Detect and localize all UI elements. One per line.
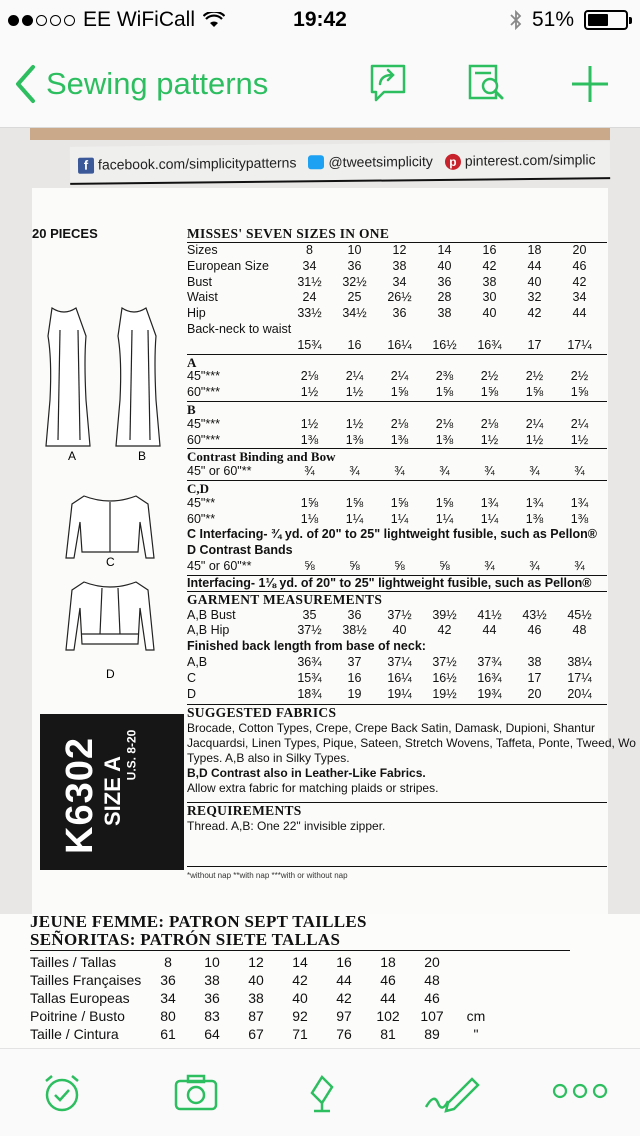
bottom-toolbar: [0, 1048, 640, 1136]
cell-value: ¾: [529, 464, 540, 479]
row-label: 45"***: [187, 369, 220, 384]
cell-value: 15¾: [297, 670, 322, 685]
cell-value: 2⅛: [480, 416, 499, 431]
cell-value: 24: [302, 290, 317, 305]
cell-value: 34: [572, 290, 587, 305]
cell-value: 2¼: [570, 416, 589, 431]
pattern-tag: [40, 714, 184, 870]
cell-value: ¾: [439, 464, 450, 479]
size-rows: [187, 243, 607, 322]
cell-value: 38: [248, 990, 264, 1006]
view-d-label: D: [106, 667, 115, 681]
yardage-row: [187, 369, 607, 385]
size-row: [187, 243, 607, 259]
cell-value: 1½: [570, 432, 589, 447]
cell-value: ¾: [484, 464, 495, 479]
suggested-line: Jacquardsi, Linen Types, Pique, Sateen, Stretch Wovens, Taffeta, Ponte, Tweed, Wo: [187, 736, 636, 751]
suggested-title: SUGGESTED FABRICS: [187, 704, 607, 721]
garment-row: [187, 608, 607, 624]
cell-value: 36: [347, 607, 362, 622]
cell-value: 1½: [300, 385, 319, 400]
cell-value: ¾: [484, 558, 495, 573]
cell-value: 87: [248, 1008, 264, 1024]
cell-value: 28: [437, 290, 452, 305]
unit-label: [454, 990, 498, 1006]
carrier-name: EE WiFiCall: [83, 8, 196, 31]
cell-value: ⅝: [394, 558, 405, 573]
cell-value: 16¾: [477, 337, 502, 352]
cell-value: 1½: [480, 432, 499, 447]
size-row: [187, 259, 607, 275]
cell-value: 37¾: [477, 654, 502, 669]
camera-icon[interactable]: [174, 1073, 218, 1113]
cell-value: 2¼: [345, 369, 364, 384]
handwriting-icon[interactable]: [424, 1073, 480, 1115]
cell-value: 2¼: [525, 416, 544, 431]
cell-value: 34: [392, 274, 407, 289]
yardage-row: [187, 512, 607, 528]
back-length-row: [187, 655, 607, 671]
back-neck-label: Back-neck to waist: [187, 321, 292, 336]
row-label: Poitrine / Busto: [30, 1008, 125, 1024]
cell-value: 33½: [297, 306, 322, 321]
cell-value: 44: [380, 990, 396, 1006]
cell-value: 1⅝: [435, 495, 454, 510]
back-neck-row: [187, 322, 607, 338]
unit-label: [454, 954, 498, 970]
row-label: D: [187, 686, 197, 701]
translated-size-chart: [0, 914, 640, 1048]
cell-value: 38¼: [567, 654, 592, 669]
battery-icon: [584, 10, 628, 30]
pinterest-icon: p: [445, 153, 461, 169]
facebook-icon: f: [78, 157, 94, 173]
cell-value: 42: [572, 274, 587, 289]
translated-row: [30, 1008, 498, 1024]
cell-value: 1⅜: [570, 511, 589, 526]
cell-value: 1⅜: [390, 432, 409, 447]
cell-value: 45½: [567, 607, 592, 622]
row-label: Tailles / Tallas: [30, 954, 117, 970]
row-label: Waist: [187, 290, 218, 305]
cell-value: 42: [292, 972, 308, 988]
cell-value: 16¾: [477, 670, 502, 685]
cell-value: 15¾: [297, 337, 322, 352]
cell-value: 31½: [297, 274, 322, 289]
contrast-binding-rows: [187, 464, 607, 480]
cell-value: 20: [572, 243, 587, 257]
cell-value: 46: [527, 623, 542, 638]
cell-value: 80: [160, 1008, 176, 1024]
cell-value: 34½: [342, 306, 367, 321]
cell-value: 17: [527, 337, 542, 352]
cell-value: 36: [347, 258, 362, 273]
translated-row: [30, 1026, 498, 1042]
back-button[interactable]: [14, 64, 268, 104]
cell-value: ⅝: [439, 558, 450, 573]
cell-value: 1¼: [480, 511, 499, 526]
cell-value: 18¾: [297, 686, 322, 701]
cell-value: 102: [376, 1008, 400, 1024]
photo-edge-top: [30, 128, 610, 140]
cell-value: 20¼: [567, 686, 592, 701]
back-label: Sewing patterns: [46, 66, 269, 101]
more-options-icon[interactable]: [552, 1083, 608, 1099]
cell-value: 26½: [387, 290, 412, 305]
cell-value: 1½: [345, 385, 364, 400]
cell-value: 16½: [432, 337, 457, 352]
requirements-title: REQUIREMENTS: [187, 802, 607, 819]
cell-value: 2½: [525, 369, 544, 384]
cell-value: 40: [437, 258, 452, 273]
row-label: 60"**: [187, 511, 216, 526]
cell-value: 40: [392, 623, 407, 638]
cell-value: 1⅝: [300, 495, 319, 510]
cell-value: 44: [336, 972, 352, 988]
size-row: [187, 290, 607, 306]
cell-value: 38½: [342, 623, 367, 638]
size-label: SIZE A: [100, 755, 126, 827]
cell-value: 97: [336, 1008, 352, 1024]
row-label: Bust: [187, 274, 213, 289]
cell-value: 1¾: [480, 495, 499, 510]
cell-value: ¾: [529, 558, 540, 573]
cell-value: 83: [204, 1008, 220, 1024]
cell-value: 67: [248, 1026, 264, 1042]
cell-value: ¾: [574, 558, 585, 573]
cell-value: 46: [572, 258, 587, 273]
cell-value: 1⅝: [480, 385, 499, 400]
cell-value: 48: [572, 623, 587, 638]
cell-value: 34: [302, 258, 317, 273]
cell-value: 10: [347, 243, 362, 257]
cell-value: 38: [527, 654, 542, 669]
row-label: 45"***: [187, 416, 220, 431]
cell-value: 36: [392, 306, 407, 321]
cell-value: 1⅝: [570, 385, 589, 400]
cell-value: 1⅜: [525, 511, 544, 526]
cell-value: 1½: [345, 416, 364, 431]
cell-value: 16¼: [387, 670, 412, 685]
cell-value: 32: [527, 290, 542, 305]
yardage-row: [187, 385, 607, 401]
suggested-line: B,D Contrast also in Leather-Like Fabrics.: [187, 766, 426, 781]
cell-value: 44: [527, 258, 542, 273]
translated-row: [30, 954, 498, 970]
cell-value: ¾: [349, 464, 360, 479]
cell-value: 36: [204, 990, 220, 1006]
view-cd-rows: [187, 496, 607, 528]
dress-b-illustration: [116, 308, 160, 446]
cell-value: 36: [437, 274, 452, 289]
dress-a-illustration: [46, 308, 90, 446]
c-interfacing-note: C Interfacing- ¾ yd. of 20" to 25" lightweight fusible, such as Pellon®: [187, 527, 598, 542]
pattern-code: K6302: [58, 737, 101, 854]
row-label: Tallas Europeas: [30, 990, 130, 1006]
cell-value: 1⅜: [300, 432, 319, 447]
row-label: Tailles Françaises: [30, 972, 142, 988]
garment-row: [187, 623, 607, 639]
row-label: Sizes: [187, 243, 218, 257]
translated-row: [30, 972, 498, 988]
row-label: 45" or 60"**: [187, 464, 252, 479]
cell-value: 40: [482, 306, 497, 321]
cell-value: 37½: [387, 607, 412, 622]
size-chart: [187, 226, 636, 881]
cell-value: 30: [482, 290, 497, 305]
cell-value: 35: [302, 607, 317, 622]
cell-value: 81: [380, 1026, 396, 1042]
cell-value: 14: [292, 954, 308, 970]
row-label: Taille / Cintura: [30, 1026, 119, 1042]
cell-value: 36: [160, 972, 176, 988]
translated-row: [30, 990, 498, 1006]
suggested-line: Brocade, Cotton Types, Crepe, Crepe Back Satin, Damask, Dupioni, Shantur: [187, 721, 595, 736]
cell-value: 19¾: [477, 686, 502, 701]
cell-value: 17¼: [567, 670, 592, 685]
share-icon[interactable]: [368, 62, 408, 106]
cell-value: 1¼: [390, 511, 409, 526]
back-length-row: [187, 671, 607, 687]
cell-value: ¾: [394, 464, 405, 479]
cell-value: 89: [424, 1026, 440, 1042]
battery-percent: 51%: [531, 8, 574, 31]
row-label: A,B Hip: [187, 623, 230, 638]
navigation-bar: [0, 40, 640, 128]
cell-value: 18: [380, 954, 396, 970]
yardage-row: [187, 433, 607, 449]
row-label: Hip: [187, 306, 206, 321]
yardage-row: [187, 496, 607, 512]
view-cd-section-title: C,D: [187, 480, 607, 496]
twitter-icon: [308, 155, 324, 169]
jacket-d-illustration: [66, 582, 154, 650]
cell-value: 42: [527, 306, 542, 321]
yardage-row: [187, 464, 607, 480]
cell-value: 2⅛: [435, 416, 454, 431]
jacket-c-illustration: [66, 496, 154, 558]
view-a-section-title: A: [187, 354, 607, 370]
cell-value: 1¾: [570, 495, 589, 510]
cell-value: 41½: [477, 607, 502, 622]
row-label: A,B: [187, 654, 208, 669]
cell-value: 46: [424, 990, 440, 1006]
yardage-row: [187, 559, 607, 575]
cell-value: 8: [164, 954, 172, 970]
row-label: 60"***: [187, 432, 220, 447]
cell-value: 107: [420, 1008, 444, 1024]
cell-value: 1⅛: [300, 511, 319, 526]
row-label: A,B Bust: [187, 607, 236, 622]
garment-rows: [187, 608, 607, 640]
d-contrast-rows: [187, 559, 607, 575]
back-neck-values: [187, 338, 607, 354]
reminder-alarm-icon[interactable]: [42, 1073, 82, 1115]
cell-value: ⅝: [304, 558, 315, 573]
cell-value: 76: [336, 1026, 352, 1042]
search-note-icon[interactable]: [466, 62, 506, 106]
garment-illustrations: [40, 300, 190, 700]
status-bar: [0, 0, 640, 40]
cell-value: 61: [160, 1026, 176, 1042]
view-b-section-title: B: [187, 401, 607, 417]
cell-value: 16: [347, 337, 362, 352]
view-a-rows: [187, 369, 607, 401]
cell-value: ¾: [574, 464, 585, 479]
back-length-title: Finished back length from base of neck:: [187, 639, 426, 654]
cell-value: 1⅜: [345, 432, 364, 447]
cell-value: 19: [347, 686, 362, 701]
cell-value: 25: [347, 290, 362, 305]
d-contrast-title: D Contrast Bands: [187, 543, 293, 558]
cell-value: 16: [347, 670, 362, 685]
cell-value: 48: [424, 972, 440, 988]
cell-value: 10: [204, 954, 220, 970]
cell-value: 2¼: [390, 369, 409, 384]
cell-value: 40: [527, 274, 542, 289]
cell-value: 14: [437, 243, 452, 257]
cell-value: 1⅜: [435, 432, 454, 447]
spanish-title: SEÑORITAS: PATRÓN SIETE TALLAS: [30, 930, 570, 951]
cell-value: 42: [336, 990, 352, 1006]
back-neck-value-row: [187, 338, 607, 354]
cell-value: 1¾: [525, 495, 544, 510]
cell-value: 40: [292, 990, 308, 1006]
contrast-binding-title: Contrast Binding and Bow: [187, 448, 607, 464]
cell-value: 37¼: [387, 654, 412, 669]
footnote: *without nap **with nap ***with or without nap: [187, 866, 607, 880]
cell-value: 64: [204, 1026, 220, 1042]
requirements-text: Thread. A,B: One 22" invisible zipper.: [187, 819, 386, 834]
cell-value: 2⅛: [300, 369, 319, 384]
row-label: [187, 338, 287, 354]
view-c-label: C: [106, 555, 115, 569]
cell-value: 39½: [432, 607, 457, 622]
cell-value: 40: [248, 972, 264, 988]
cell-value: 1⅝: [435, 385, 454, 400]
cell-value: 1⅝: [525, 385, 544, 400]
cell-value: 16½: [432, 670, 457, 685]
cell-value: 1⅝: [345, 495, 364, 510]
cell-value: 8: [306, 243, 313, 257]
add-icon[interactable]: [570, 62, 610, 106]
pinterest-handle: pinterest.com/simplic: [464, 150, 596, 169]
cell-value: 2⅛: [390, 416, 409, 431]
cell-value: 71: [292, 1026, 308, 1042]
cell-value: 12: [392, 243, 407, 257]
cell-value: 17: [527, 670, 542, 685]
suggested-line: Allow extra fabric for matching plaids or stripes.: [187, 781, 439, 796]
cell-value: 38: [204, 972, 220, 988]
cell-value: 37½: [432, 654, 457, 669]
cell-value: 38: [437, 306, 452, 321]
interfacing-note: Interfacing- 1⅛ yd. of 20" to 25" lightweight fusible, such as Pellon®: [187, 575, 607, 591]
size-row: [187, 275, 607, 291]
size-chart-title: MISSES' SEVEN SIZES IN ONE: [187, 226, 607, 243]
cell-value: 42: [437, 623, 452, 638]
cell-value: 1⅝: [390, 495, 409, 510]
cell-value: 16: [336, 954, 352, 970]
cell-value: 2½: [570, 369, 589, 384]
view-b-rows: [187, 417, 607, 449]
cell-value: 44: [572, 306, 587, 321]
unit-label: cm: [466, 1008, 486, 1024]
cell-value: 37: [347, 654, 362, 669]
cell-value: 2½: [480, 369, 499, 384]
cell-value: 1¼: [435, 511, 454, 526]
cell-value: 38: [392, 258, 407, 273]
french-title: JEUNE FEMME: PATRON SEPT TAILLES: [30, 912, 367, 931]
microphone-icon[interactable]: [302, 1073, 342, 1115]
row-label: European Size: [187, 258, 270, 273]
pieces-label: 20 PIECES: [32, 226, 98, 241]
cell-value: ⅝: [349, 558, 360, 573]
cell-value: 43½: [522, 607, 547, 622]
cell-value: ¾: [304, 464, 315, 479]
twitter-handle: @tweetsimplicity: [328, 153, 433, 171]
cell-value: 34: [160, 990, 176, 1006]
cell-value: 1¼: [345, 511, 364, 526]
cell-value: 1⅝: [390, 385, 409, 400]
cell-value: 32½: [342, 274, 367, 289]
row-label: C: [187, 670, 197, 685]
bluetooth-icon: [510, 10, 522, 30]
cell-value: 1½: [525, 432, 544, 447]
cell-value: 37½: [297, 623, 322, 638]
unit-label: ": [473, 1026, 479, 1042]
cell-value: 38: [482, 274, 497, 289]
cell-value: 42: [482, 258, 497, 273]
cell-value: 20: [424, 954, 440, 970]
suggested-line: Types. A,B also in Silky Types.: [187, 751, 350, 766]
unit-label: [454, 972, 498, 988]
cell-value: 20: [527, 686, 542, 701]
cell-value: 1½: [300, 416, 319, 431]
garment-title: GARMENT MEASUREMENTS: [187, 591, 607, 608]
cell-value: 46: [380, 972, 396, 988]
cell-value: 19½: [432, 686, 457, 701]
back-length-row: [187, 687, 607, 703]
row-label: 45"**: [187, 495, 216, 510]
cell-value: 12: [248, 954, 264, 970]
chevron-left-icon: [14, 64, 36, 104]
cell-value: 44: [482, 623, 497, 638]
cell-value: 17¼: [567, 337, 592, 352]
view-b-label: B: [138, 449, 147, 463]
cell-value: 16¼: [387, 337, 412, 352]
size-range: U.S. 8-20: [124, 729, 139, 781]
social-banner: [70, 141, 610, 185]
row-label: 45" or 60"**: [187, 558, 252, 573]
status-time: 19:42: [293, 8, 347, 31]
yardage-row: [187, 417, 607, 433]
row-label: 60"***: [187, 385, 220, 400]
cell-value: 2⅜: [435, 369, 454, 384]
view-a-label: A: [68, 449, 77, 463]
cell-value: 36¾: [297, 654, 322, 669]
size-row: [187, 306, 607, 322]
cell-value: 92: [292, 1008, 308, 1024]
cell-value: 16: [482, 243, 497, 257]
back-length-rows: [187, 655, 607, 702]
facebook-handle: facebook.com/simplicitypatterns: [97, 153, 297, 173]
cell-value: 19¼: [387, 686, 412, 701]
cell-value: 18: [527, 243, 542, 257]
